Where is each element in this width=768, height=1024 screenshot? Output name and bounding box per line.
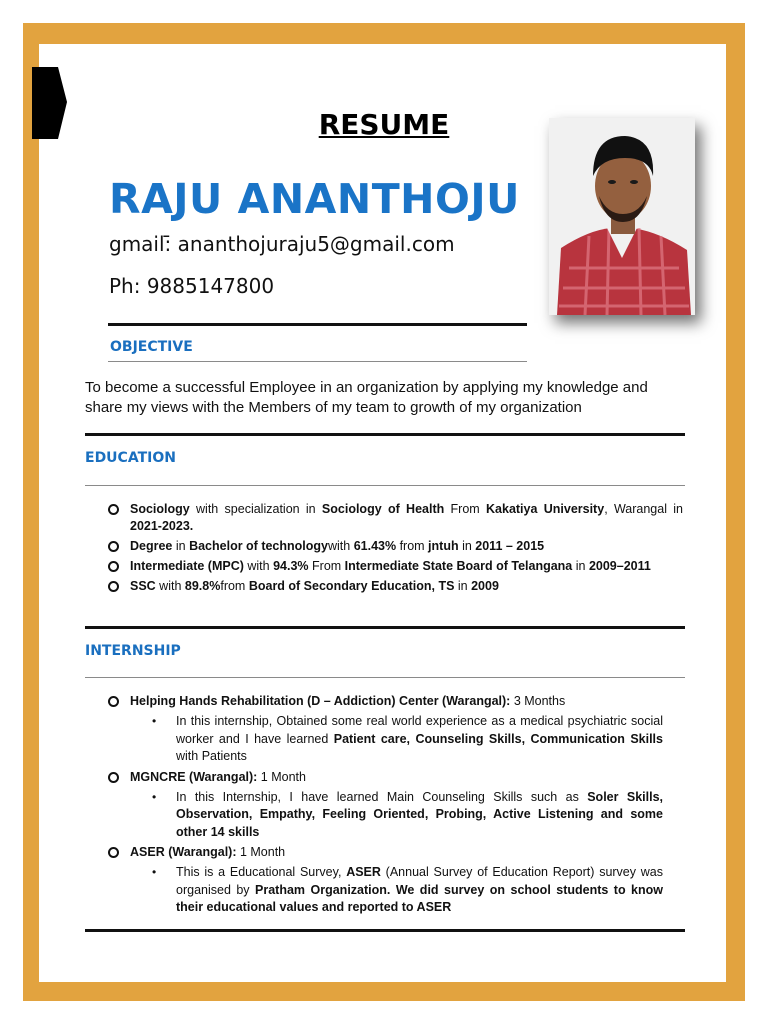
internship-underline <box>85 677 685 678</box>
education-item-sociology: Sociology with specialization in Sociology of Health From Kakatiya University, Warangal in 2021-2023. <box>130 501 683 535</box>
internship-detail: • This is a Educational Survey, ASER (Annual Survey of Education Report) survey was organised by Pratham Organization. We did survey on school students to know their educational values and reported to ASER <box>152 865 664 914</box>
internship-detail: • In this Internship, I have learned Main Counseling Skills such as Soler Skills, Observation, Empathy, Feeling Oriented, Probing, Active Listening and some other 14 skills <box>152 789 664 839</box>
circle-bullet-icon <box>108 504 119 515</box>
internship-heading: INTERNSHIP <box>85 643 181 659</box>
resume-title: RESUME <box>318 108 450 141</box>
circle-bullet-icon <box>108 541 119 552</box>
dot-bullet-icon: • <box>152 714 157 728</box>
circle-bullet-icon <box>108 847 119 858</box>
internship-divider <box>85 626 685 629</box>
circle-bullet-icon <box>108 581 119 592</box>
person-portrait-icon <box>549 118 695 315</box>
internship-detail: • In this internship, Obtained some real world experience as a medical psychiatric social worker and I have learned Patient care, Counseling Skills, Communication Skills with Patients <box>152 714 663 763</box>
objective-text: To become a successful Employee in an organization by applying my knowledge and share my views with the Members of my team to growth of my organization <box>85 379 648 416</box>
education-underline <box>85 485 685 486</box>
education-heading: EDUCATION <box>85 450 176 466</box>
circle-bullet-icon <box>108 696 119 707</box>
education-item-intermediate: Intermediate (MPC) with 94.3% From Intermediate State Board of Telangana in 2009–2011 <box>130 558 683 575</box>
circle-bullet-icon <box>108 772 119 783</box>
objective-underline <box>108 361 527 362</box>
internship-list <box>0 693 768 920</box>
footer-divider <box>85 929 685 932</box>
education-divider <box>85 433 685 436</box>
email-line: gmail:̄ ananthojuraju5@gmail.com <box>109 232 455 256</box>
internship-item-mgncre: MGNCRE (Warangal): 1 Month <box>130 769 683 786</box>
education-item-degree: Degree in Bachelor of technologywith 61.43% from jntuh in 2011 – 2015 <box>130 538 683 555</box>
profile-photo <box>549 118 695 315</box>
circle-bullet-icon <box>108 561 119 572</box>
candidate-name: RAJU ANANTHOJU <box>109 175 520 223</box>
education-list <box>0 501 768 598</box>
header-divider <box>108 323 527 326</box>
dot-bullet-icon: • <box>152 789 157 804</box>
education-item-ssc: SSC with 89.8%from Board of Secondary Education, TS in 2009 <box>130 578 683 595</box>
internship-item-helping-hands: Helping Hands Rehabilitation (D – Addiction) Center (Warangal): 3 Months <box>130 693 683 710</box>
dot-bullet-icon: • <box>152 865 157 879</box>
objective-heading: OBJECTIVE <box>110 339 193 355</box>
internship-item-aser: ASER (Warangal): 1 Month <box>130 844 683 861</box>
phone-line: Ph: 9885147800 <box>109 274 275 298</box>
